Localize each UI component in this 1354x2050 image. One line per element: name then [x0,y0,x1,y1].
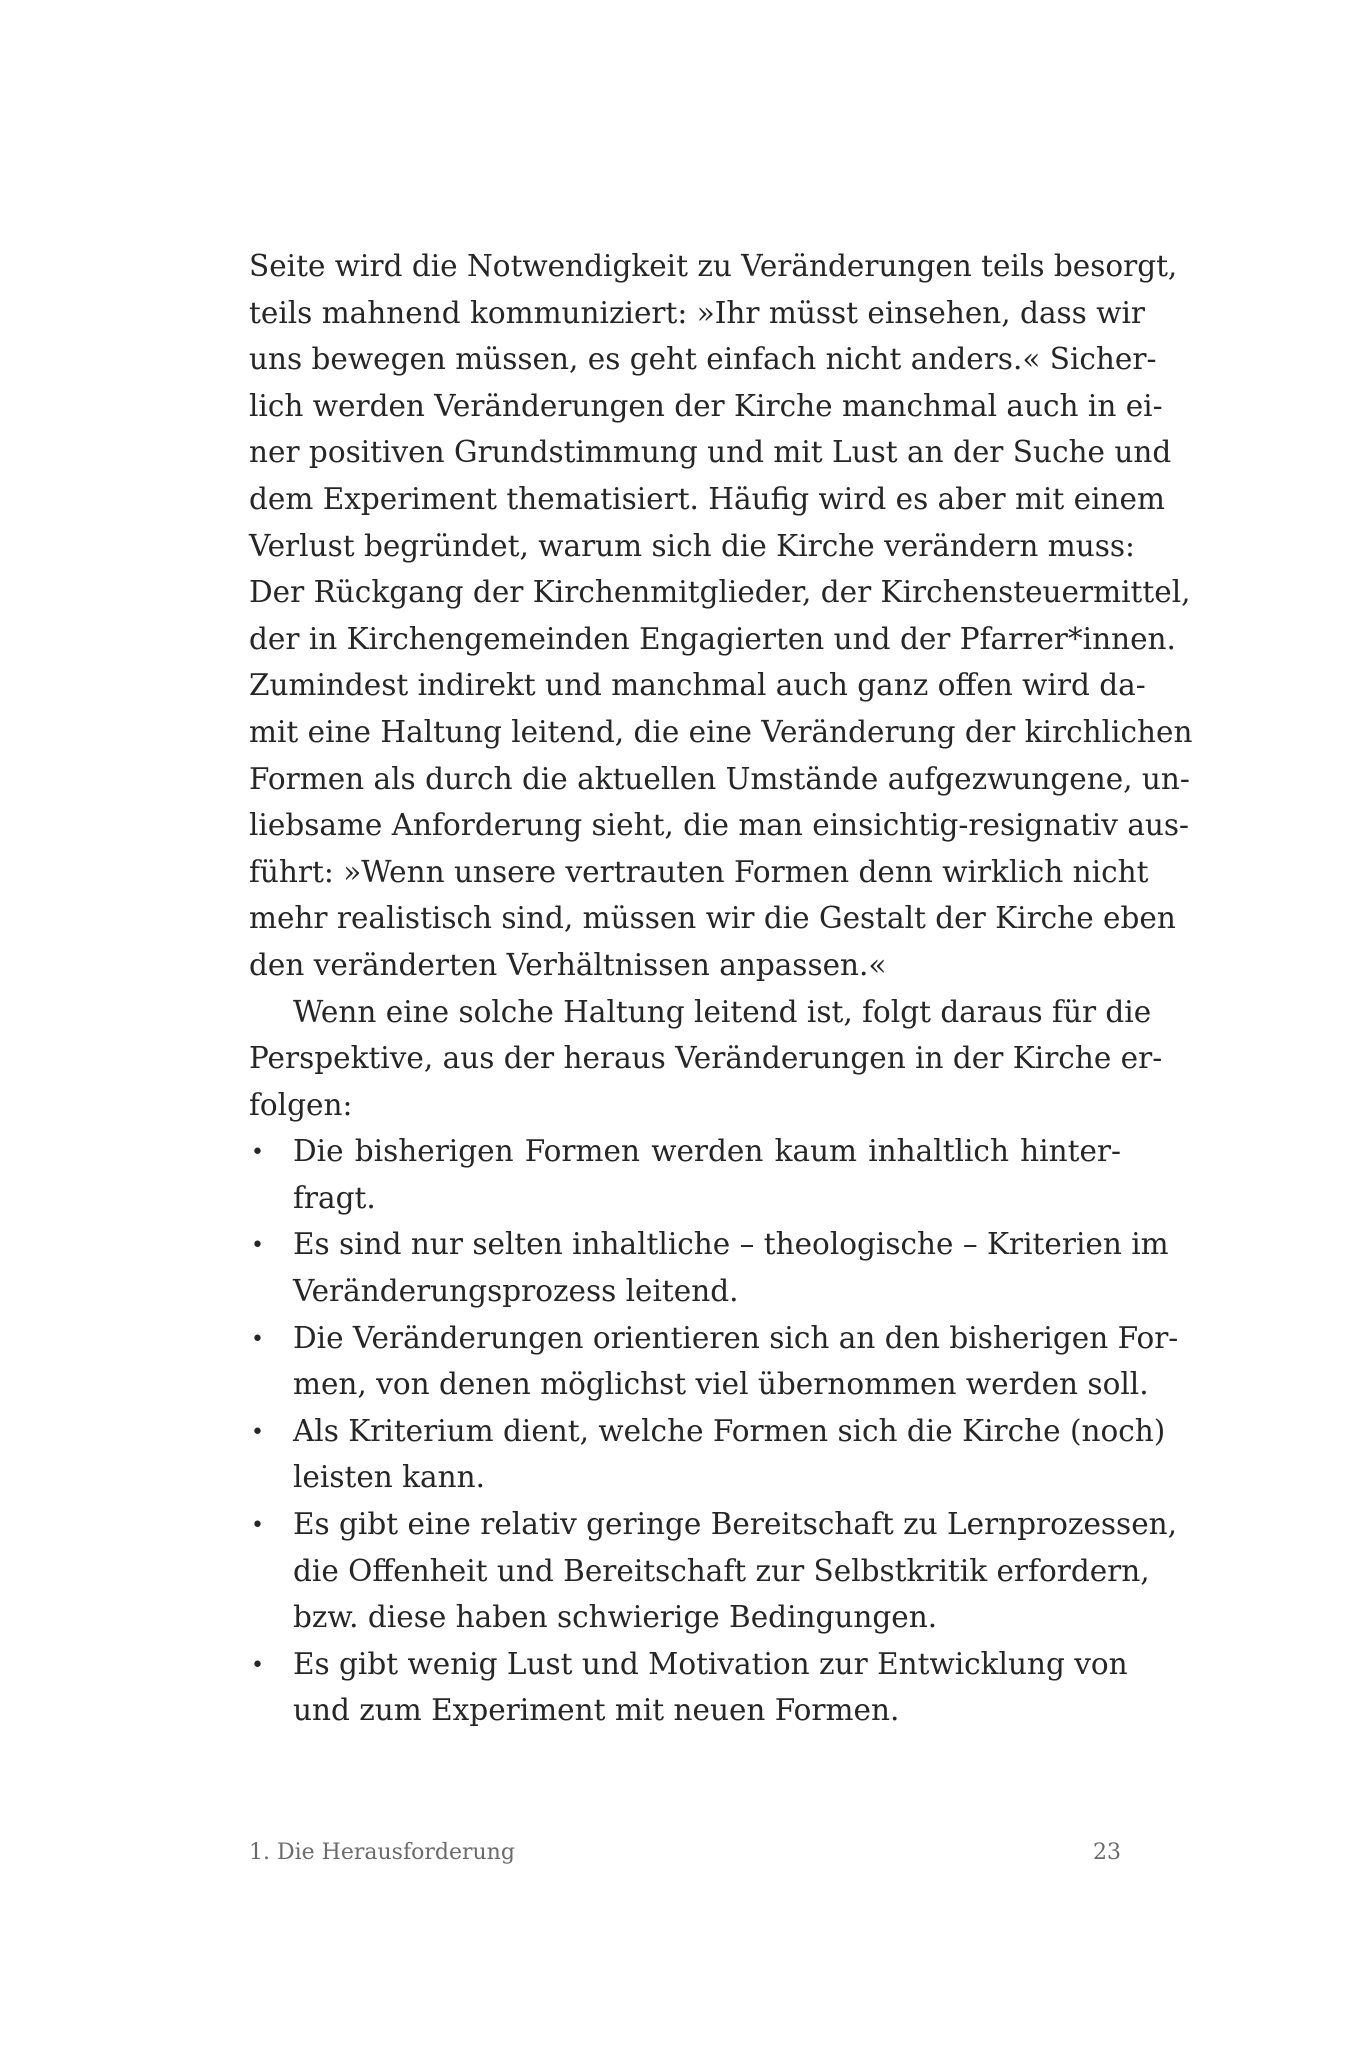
text-line: Der Rückgang der Kirchenmitglieder, der Kirchensteuermittel, [249,575,1191,610]
text-line: uns bewegen müssen, es geht einfach nicht anders.« Sicher- [249,342,1157,377]
bullet-line [249,1641,1128,1688]
page-footer [249,1838,1121,1868]
bullet-list [249,1128,1179,1734]
text-line: den veränderten Verhältnissen anpassen.« [249,947,887,982]
text-line: Formen als durch die aktuellen Umstände aufgezwungene, un- [249,761,1190,796]
list-item-text: fragt. [293,1180,376,1215]
text-line: mehr realistisch sind, müssen wir die Gestalt der Kirche eben [249,901,1176,936]
text-line: dem Experiment thematisiert. Häufig wird es aber mit einem [249,481,1165,516]
text-line: liebsame Anforderung sieht, die man einsichtig-resignativ aus- [249,808,1190,843]
bullet-line [249,1408,1166,1455]
text-line: führt: »Wenn unsere vertrauten Formen denn wirklich nicht [249,854,1149,889]
bullet-dot-icon: • [251,1513,264,1539]
text-line: lich werden Veränderungen der Kirche manchmal auch in ei- [249,388,1163,423]
paragraph-2 [249,989,1163,1129]
list-item [249,1128,1121,1221]
list-item-text: Es gibt eine relativ geringe Bereitschaft zu Lernprozessen, [293,1507,1178,1542]
list-item-text: men, von denen möglichst viel übernommen werden soll. [293,1367,1149,1402]
text-line: Wenn eine solche Haltung leitend ist, folgt daraus für die [293,994,1152,1029]
bullet-dot-icon: • [251,1419,264,1445]
text-line: Zumindest indirekt und manchmal auch ganz offen wird da- [249,668,1146,703]
list-item-text: bzw. diese haben schwierige Bedingungen. [293,1600,938,1635]
text-line: der in Kirchengemeinden Engagierten und der Pfarrer*innen. [249,621,1176,656]
list-item-text: Als Kriterium dient, welche Formen sich die Kirche (noch) [293,1413,1166,1448]
bullet-dot-icon: • [251,1326,264,1352]
text-line: Perspektive, aus der heraus Veränderungen in der Kirche er- [249,1041,1163,1076]
text-line: mit eine Haltung leitend, die eine Veränderung der kirchlichen [249,714,1193,749]
list-item [249,1315,1179,1408]
list-item-text: Es sind nur selten inhaltliche – theologische – Kriterien im [293,1227,1169,1262]
body-text [249,243,1193,1734]
list-item-text: die Offenheit und Bereitschaft zur Selbstkritik erfordern, [293,1553,1150,1588]
text-line: ner positiven Grundstimmung und mit Lust an der Suche und [249,435,1172,470]
bullet-dot-icon: • [251,1652,264,1678]
text-line: folgen: [249,1087,353,1122]
list-item [249,1501,1178,1641]
running-footer-chapter: 1. Die Herausforderung [249,1840,515,1865]
bullet-line [249,1315,1179,1362]
list-item-text: Die Veränderungen orientieren sich an den bisherigen For- [293,1320,1179,1355]
list-item [249,1641,1128,1734]
list-item-text: Es gibt wenig Lust und Motivation zur Entwicklung von [293,1646,1128,1681]
list-item-text: Veränderungsprozess leitend. [293,1274,739,1309]
paragraph-1 [249,243,1193,989]
text-line: Seite wird die Notwendigkeit zu Veränderungen teils besorgt, [249,249,1178,283]
page-number: 23 [1093,1840,1121,1865]
list-item-text: Die bisherigen Formen werden kaum inhaltlich hinter- [293,1134,1121,1169]
bullet-line [249,1501,1178,1548]
list-item [249,1221,1169,1314]
list-item-text: und zum Experiment mit neuen Formen. [293,1693,900,1728]
bullet-line [249,1128,1121,1175]
bullet-dot-icon: • [251,1233,264,1259]
list-item-text: leisten kann. [293,1460,485,1495]
bullet-dot-icon: • [251,1140,264,1166]
bullet-line [249,1221,1169,1268]
text-line: teils mahnend kommuniziert: »Ihr müsst einsehen, dass wir [249,295,1145,330]
list-item [249,1408,1166,1501]
text-line: Verlust begründet, warum sich die Kirche verändern muss: [249,528,1135,563]
